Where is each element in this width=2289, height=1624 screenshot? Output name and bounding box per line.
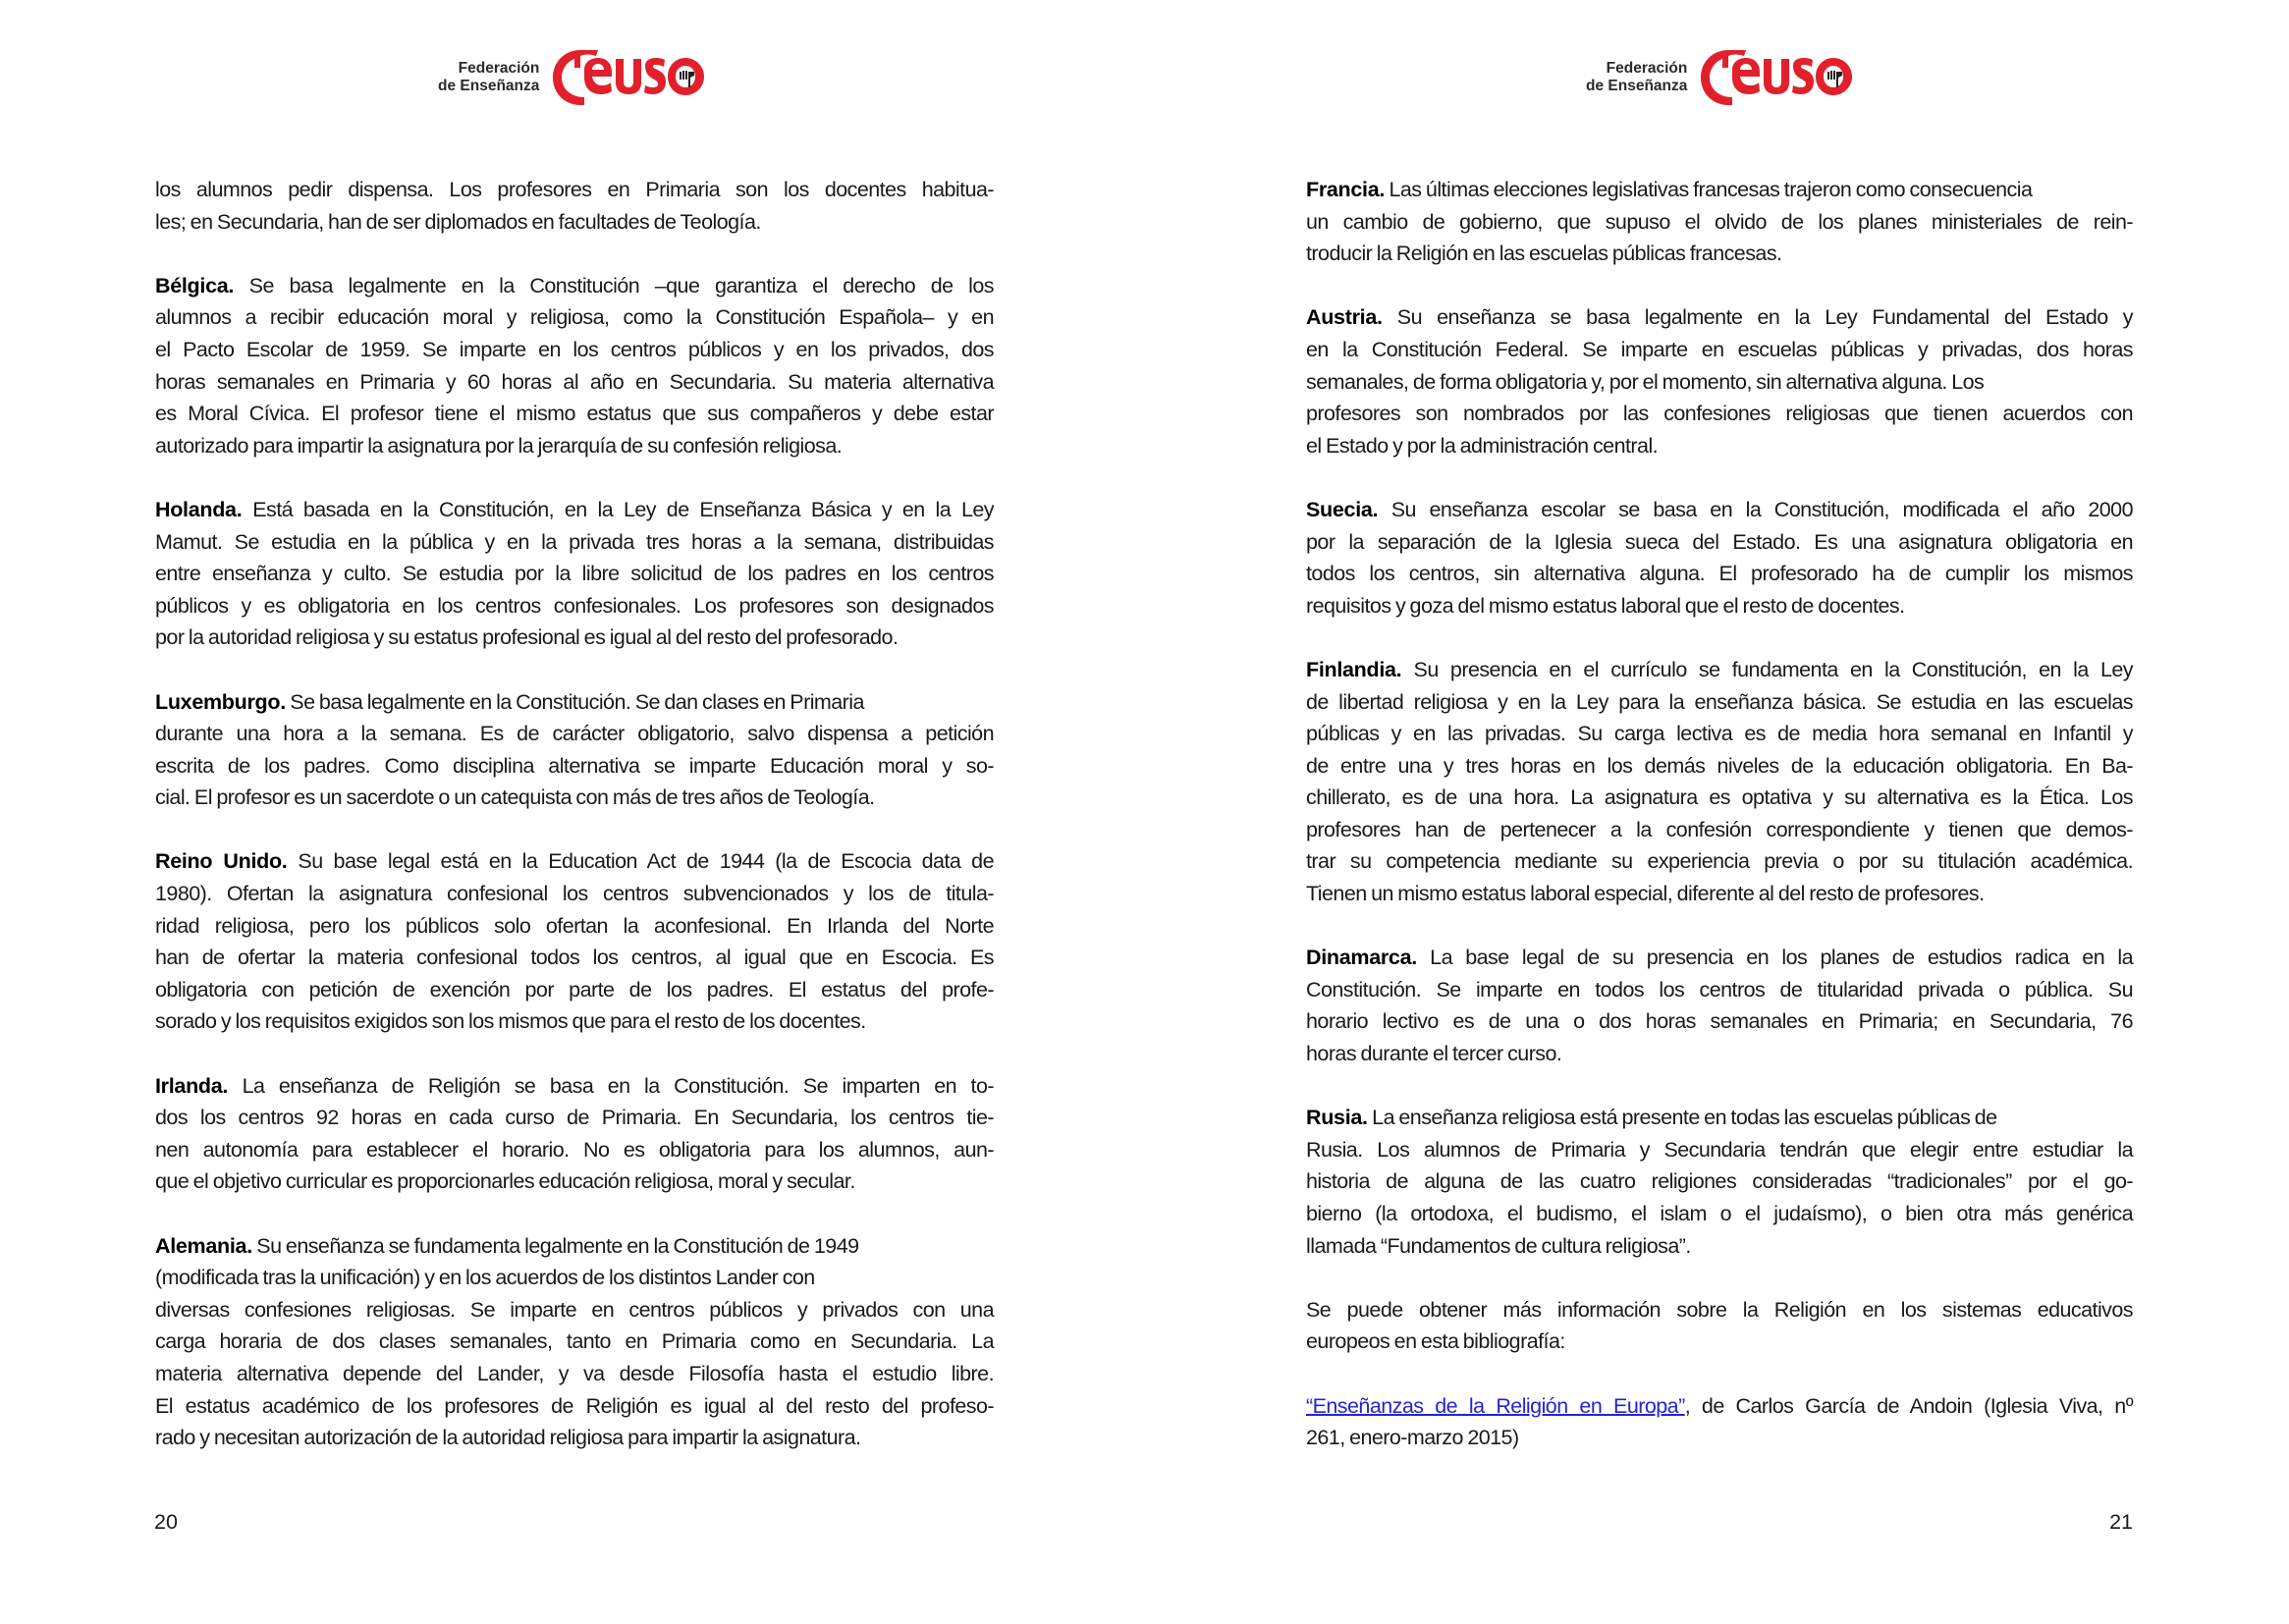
line-text: escrita de los padres. Como disciplina alternativa se imparte Educación moral y so- bbox=[155, 753, 994, 778]
text-line bbox=[1306, 590, 2133, 623]
text-line bbox=[155, 590, 994, 623]
text-line bbox=[155, 206, 994, 239]
paragraph bbox=[1306, 174, 2133, 270]
line-text: 1980). Ofertan la asignatura confesional los centros subvencionados y los de titula- bbox=[155, 882, 994, 906]
text-line bbox=[1306, 526, 2133, 559]
text-line bbox=[155, 366, 994, 399]
page-right bbox=[1145, 0, 2289, 1624]
line-text: La enseñanza religiosa está presente en todas las escuelas públicas de bbox=[1367, 1106, 1997, 1130]
country-heading: Alemania. bbox=[155, 1233, 252, 1258]
line-text: Su presencia en el currículo se fundamenta en la Constitución, en la Ley bbox=[1401, 657, 2133, 681]
text-line bbox=[1306, 878, 2133, 910]
line-text: cial. El profesor es un sacerdote o un catequista con más de tres años de Teología. bbox=[155, 785, 875, 810]
line-text: llamada “Fundamentos de cultura religiosa”. bbox=[1306, 1233, 1691, 1258]
line-text: dos los centros 92 horas en cada curso de Primaria. En Secundaria, los centros tie- bbox=[155, 1106, 994, 1130]
paragraph bbox=[155, 174, 994, 238]
text-line bbox=[1306, 814, 2133, 846]
line-text: chillerato, es de una hora. La asignatura es optativa y su alternativa es la Ética. Los bbox=[1306, 785, 2133, 810]
text-line bbox=[155, 1230, 994, 1263]
line-text: horario lectivo es de una o dos horas semanales en Primaria; en Secundaria, 76 bbox=[1306, 1009, 2133, 1034]
country-heading: Rusia. bbox=[1306, 1106, 1368, 1130]
text-line bbox=[155, 301, 994, 334]
text-line bbox=[1306, 974, 2133, 1006]
text-line bbox=[155, 558, 994, 590]
line-text: El estatus académico de los profesores de Religión es igual al del resto del profeso- bbox=[155, 1393, 994, 1418]
paragraph bbox=[1306, 654, 2133, 910]
text-line bbox=[155, 1358, 994, 1390]
country-heading: Holanda. bbox=[155, 497, 243, 521]
text-line bbox=[155, 1390, 994, 1423]
line-text: durante una hora a la semana. Es de carácter obligatorio, salvo dispensa a petición bbox=[155, 722, 994, 746]
country-heading: Reino Unido. bbox=[155, 849, 288, 874]
line-text: los alumnos pedir dispensa. Los profesores en Primaria son los docentes habitua- bbox=[155, 178, 994, 201]
text-line bbox=[1306, 782, 2133, 814]
country-heading: Suecia. bbox=[1306, 497, 1379, 521]
bibliography-citation: 261, enero-marzo 2015) bbox=[1306, 1426, 1519, 1450]
text-line bbox=[1306, 1326, 2133, 1358]
paragraph bbox=[1306, 494, 2133, 622]
line-text: Se basa legalmente en la Constitución –que garantiza el derecho de los bbox=[234, 273, 994, 298]
line-text: por la separación de la Iglesia sueca del Estado. Es una asignatura obligatoria en bbox=[1306, 529, 2133, 554]
line-text: han de ofertar la materia confesional todos los centros, al igual que en Escocia. Es bbox=[155, 946, 994, 970]
country-heading: Bélgica. bbox=[155, 273, 235, 298]
line-text: diversas confesiones religiosas. Se imparte en centros públicos y privados con una bbox=[155, 1297, 994, 1322]
line-text: nen autonomía para establecer el horario. No es obligatoria para los alumnos, aun- bbox=[155, 1137, 994, 1162]
line-text: Se puede obtener más información sobre la Religión en los sistemas educativos bbox=[1306, 1297, 2133, 1322]
text-line bbox=[1306, 334, 2133, 366]
line-text: todos los centros, sin alternativa alguna. El profesorado ha de cumplir los mismos bbox=[1306, 562, 2133, 586]
line-text: ridad religiosa, pero los públicos solo ofertan la aconfesional. En Irlanda del Norte bbox=[155, 913, 994, 938]
text-line bbox=[155, 845, 994, 878]
text-line bbox=[1306, 301, 2133, 334]
line-text: en la Constitución Federal. Se imparte en escuelas públicas y privadas, dos horas bbox=[1306, 337, 2133, 361]
line-text: que el objetivo curricular es proporcionarles educación religiosa, moral y secular. bbox=[155, 1169, 855, 1194]
line-text: obligatoria con petición de exención por parte de los padres. El estatus del profe- bbox=[155, 977, 994, 1001]
text-line bbox=[1306, 1294, 2133, 1326]
text-line bbox=[155, 174, 994, 206]
text-line bbox=[155, 910, 994, 943]
text-line bbox=[155, 1134, 994, 1166]
text-line bbox=[1306, 750, 2133, 783]
paragraph bbox=[1306, 1294, 2133, 1358]
text-line bbox=[155, 430, 994, 462]
text-line bbox=[1306, 845, 2133, 878]
line-text: Su enseñanza se fundamenta legalmente en la Constitución de 1949 bbox=[251, 1233, 859, 1258]
line-text: Mamut. Se estudia en la pública y en la privada tres horas a la semana, distribuidas bbox=[155, 529, 994, 554]
text-line bbox=[155, 750, 994, 783]
text-line bbox=[1306, 942, 2133, 974]
line-text: semanales, de forma obligatoria y, por el momento, sin alternativa alguna. Los bbox=[1306, 369, 1985, 394]
line-text: de entre una y tres horas en los demás niveles de la educación obligatoria. En Ba- bbox=[1306, 753, 2133, 778]
text-line bbox=[155, 622, 994, 654]
line-text: requisitos y goza del mismo estatus laboral que el resto de docentes. bbox=[1306, 593, 1905, 618]
bibliography-citation: , de Carlos García de Andoin (Iglesia Viva, nº bbox=[1684, 1393, 2133, 1418]
line-text: bierno (la ortodoxa, el budismo, el islam o el judaísmo), o bien otra más genérica bbox=[1306, 1202, 2133, 1225]
page-number: 21 bbox=[2109, 1510, 2133, 1534]
feuso-logo bbox=[1586, 47, 1854, 108]
bibliography-entry bbox=[1306, 1390, 2133, 1454]
line-text: Constitución. Se imparte en todos los centros de titularidad privada o pública. Su bbox=[1306, 977, 2133, 1001]
text-line bbox=[155, 1005, 994, 1038]
line-text: el Pacto Escolar de 1959. Se imparte en los centros públicos y en los privados, dos bbox=[155, 337, 994, 361]
text-line bbox=[155, 526, 994, 559]
line-text: por la autoridad religiosa y su estatus profesional es igual al del resto del profesorado. bbox=[155, 625, 899, 650]
text-line bbox=[1306, 1422, 2133, 1454]
text-line bbox=[1306, 366, 2133, 399]
text-line bbox=[1306, 1198, 2133, 1230]
text-line bbox=[155, 1422, 994, 1454]
text-line bbox=[155, 494, 994, 526]
text-line bbox=[1306, 494, 2133, 526]
line-text: el Estado y por la administración central. bbox=[1306, 433, 1659, 458]
text-line bbox=[1306, 1038, 2133, 1070]
line-text: públicas y en las privadas. Su carga lectiva es de media hora semanal en Infantil y bbox=[1306, 722, 2133, 746]
paragraph bbox=[1306, 942, 2133, 1069]
text-line bbox=[1306, 206, 2133, 239]
country-heading: Irlanda. bbox=[155, 1073, 229, 1098]
text-line bbox=[155, 1070, 994, 1103]
text-line bbox=[1306, 1005, 2133, 1038]
line-text: alumnos a recibir educación moral y religiosa, como la Constitución Española– y en bbox=[155, 305, 994, 330]
line-text: rado y necesitan autorización de la autoridad religiosa para impartir la asignatura. bbox=[155, 1426, 861, 1450]
bibliography-link[interactable]: “Enseñanzas de la Religión en Europa” bbox=[1306, 1393, 1685, 1418]
paragraph bbox=[155, 494, 994, 654]
line-text: un cambio de gobierno, que supuso el olvido de los planes ministeriales de rein- bbox=[1306, 209, 2133, 234]
text-line bbox=[155, 334, 994, 366]
line-text: trar su competencia mediante su experiencia previa o por su titulación académica. bbox=[1306, 849, 2133, 874]
text-line bbox=[1306, 1102, 2133, 1134]
feuso-logo bbox=[438, 47, 706, 108]
text-line bbox=[155, 686, 994, 719]
text-line bbox=[1306, 398, 2133, 430]
line-text: públicos y es obligatoria en los centros confesionales. Los profesores son designados bbox=[155, 593, 994, 618]
country-heading: Austria. bbox=[1306, 305, 1383, 330]
text-line bbox=[155, 1326, 994, 1358]
line-text: sorado y los requisitos exigidos son los mismos que para el resto de los docentes. bbox=[155, 1009, 866, 1034]
text-line bbox=[1306, 718, 2133, 750]
text-line bbox=[155, 1165, 994, 1198]
text-line bbox=[155, 1294, 994, 1326]
logo-text bbox=[1586, 60, 1687, 95]
line-text: historia de alguna de las cuatro religiones consideradas “tradicionales” por el go- bbox=[1306, 1169, 2133, 1194]
paragraph bbox=[1306, 1102, 2133, 1262]
text-line bbox=[155, 782, 994, 814]
country-heading: Luxemburgo. bbox=[155, 689, 286, 714]
text-line bbox=[1306, 1230, 2133, 1263]
feuso-logo-icon bbox=[551, 48, 706, 107]
text-line bbox=[155, 942, 994, 974]
country-heading: Finlandia. bbox=[1306, 657, 1402, 681]
text-line bbox=[155, 270, 994, 302]
line-text: autorizado para impartir la asignatura por la jerarquía de su confesión religiosa. bbox=[155, 433, 843, 458]
paragraph bbox=[155, 1070, 994, 1198]
line-text: de libertad religiosa y en la Ley para la enseñanza básica. Se estudia en las escuelas bbox=[1306, 689, 2133, 714]
text-line bbox=[1306, 430, 2133, 462]
paragraph bbox=[155, 1230, 994, 1454]
line-text: profesores han de pertenecer a la confesión correspondiente y tienen que demos- bbox=[1306, 817, 2133, 841]
paragraph bbox=[155, 270, 994, 462]
line-text: La enseñanza de Religión se basa en la Constitución. Se imparten en to- bbox=[228, 1073, 994, 1098]
line-text: Rusia. Los alumnos de Primaria y Secundaria tendrán que elegir entre estudiar la bbox=[1306, 1137, 2133, 1162]
paragraph bbox=[155, 686, 994, 814]
line-text: les; en Secundaria, han de ser diplomados en facultades de Teología. bbox=[155, 209, 761, 234]
line-text: (modificada tras la unificación) y en los acuerdos de los distintos Lander con bbox=[155, 1266, 815, 1290]
text-line bbox=[155, 1102, 994, 1134]
right-column-text bbox=[1306, 174, 2133, 1486]
page-left bbox=[0, 0, 1144, 1624]
text-line bbox=[155, 1262, 994, 1294]
line-text: troducir la Religión en las escuelas públicas francesas. bbox=[1306, 242, 1782, 266]
text-line bbox=[1306, 1390, 2133, 1423]
logo-line-1: Federación bbox=[1606, 60, 1688, 77]
logo-line-2: de Enseñanza bbox=[1586, 78, 1688, 94]
logo-line-1: Federación bbox=[458, 60, 540, 77]
text-line bbox=[1306, 1134, 2133, 1166]
text-line bbox=[155, 878, 994, 910]
line-text: Su enseñanza se basa legalmente en la Ley Fundamental del Estado y bbox=[1382, 305, 2133, 330]
text-line bbox=[155, 718, 994, 750]
text-line bbox=[155, 398, 994, 430]
text-line bbox=[1306, 654, 2133, 686]
line-text: materia alternativa depende del Lander, y va desde Filosofía hasta el estudio libre. bbox=[155, 1361, 994, 1385]
line-text: carga horaria de dos clases semanales, tanto en Primaria como en Secundaria. La bbox=[155, 1329, 994, 1354]
paragraph bbox=[155, 845, 994, 1038]
text-line bbox=[1306, 174, 2133, 206]
logo-line-2: de Enseñanza bbox=[438, 78, 540, 94]
text-line bbox=[1306, 238, 2133, 270]
left-column-text bbox=[155, 174, 994, 1486]
country-heading: Francia. bbox=[1306, 178, 1386, 201]
text-line bbox=[1306, 686, 2133, 719]
line-text: Su enseñanza escolar se basa en la Constitución, modificada el año 2000 bbox=[1378, 497, 2133, 521]
country-heading: Dinamarca. bbox=[1306, 946, 1417, 970]
line-text: Su base legal está en la Education Act de 1944 (la de Escocia data de bbox=[287, 849, 994, 874]
line-text: profesores son nombrados por las confesiones religiosas que tienen acuerdos con bbox=[1306, 402, 2133, 426]
line-text: entre enseñanza y culto. Se estudia por la libre solicitud de los padres en los centros bbox=[155, 562, 994, 586]
paragraph bbox=[1306, 301, 2133, 461]
line-text: Se basa legalmente en la Constitución. Se dan clases en Primaria bbox=[285, 689, 864, 714]
line-text: La base legal de su presencia en los planes de estudios radica en la bbox=[1416, 946, 2133, 970]
text-line bbox=[155, 974, 994, 1006]
line-text: es Moral Cívica. El profesor tiene el mismo estatus que sus compañeros y debe estar bbox=[155, 402, 994, 426]
line-text: Tienen un mismo estatus laboral especial, diferente al del resto de profesores. bbox=[1306, 882, 1985, 906]
line-text: Está basada en la Constitución, en la Ley de Enseñanza Básica y en la Ley bbox=[242, 497, 994, 521]
text-line bbox=[1306, 558, 2133, 590]
page-number: 20 bbox=[154, 1510, 178, 1534]
text-line bbox=[1306, 1165, 2133, 1198]
logo-text bbox=[438, 60, 539, 95]
line-text: Las últimas elecciones legislativas francesas trajeron como consecuencia bbox=[1385, 178, 2033, 201]
line-text: horas semanales en Primaria y 60 horas al año en Secundaria. Su materia alternativa bbox=[155, 369, 994, 394]
feuso-logo-icon bbox=[1699, 48, 1854, 107]
line-text: horas durante el tercer curso. bbox=[1306, 1042, 1562, 1066]
line-text: europeos en esta bibliografía: bbox=[1306, 1329, 1565, 1354]
